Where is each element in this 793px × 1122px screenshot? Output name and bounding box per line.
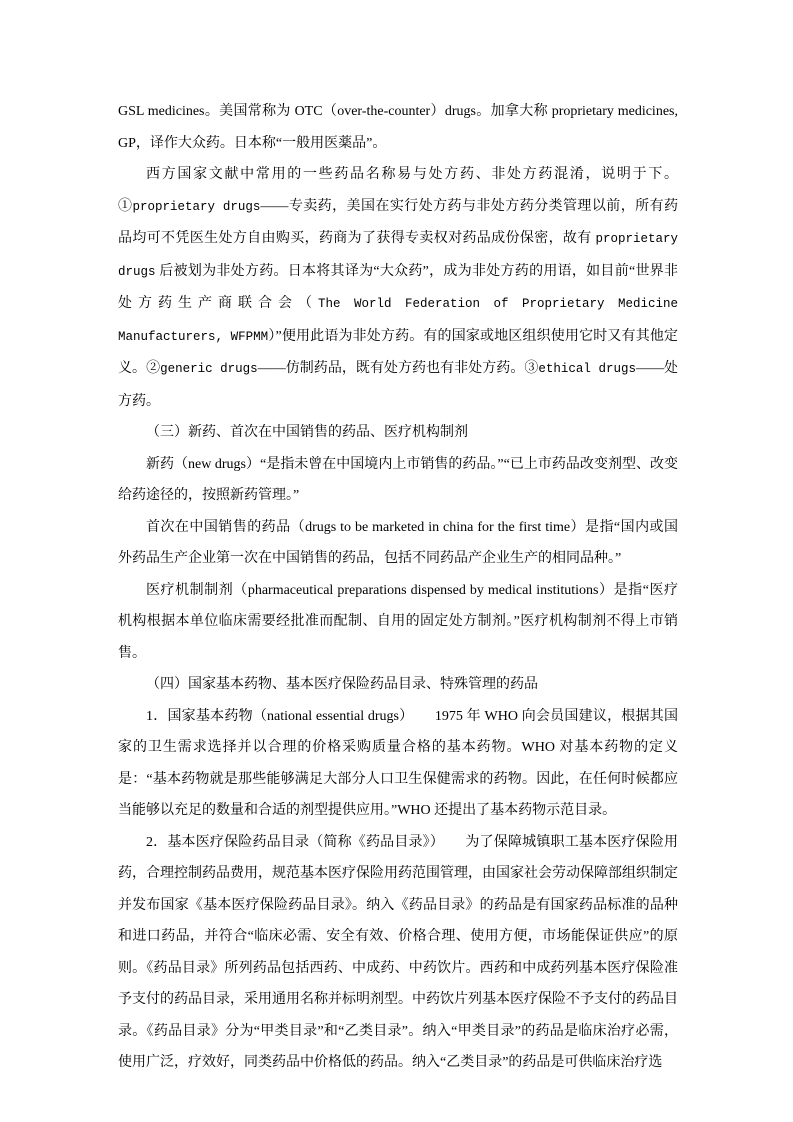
document-body xyxy=(118,96,678,1079)
paragraph xyxy=(118,575,678,670)
text-run: 首次在中国销售的药品（drugs to be marketed in china for the first time）是指“国内或国外药品生产企业第一次在中国销售的药品，包括不同药品产企业生产的相同品种。” xyxy=(118,519,678,566)
latin-mono-run: proprietary drugs xyxy=(132,199,261,214)
text-run: ——处方药。 xyxy=(118,361,679,409)
paragraph xyxy=(118,449,678,512)
latin-mono-run: ethical drugs xyxy=(538,362,636,376)
latin-mono-run: The World Federation of Proprietary Medicine Manufacturers, WFPMM xyxy=(118,297,679,344)
latin-mono-run: proprietary drugs xyxy=(118,232,678,279)
paragraph xyxy=(118,701,678,827)
paragraph xyxy=(118,159,678,417)
text-run: 1．国家基本药物（national essential drugs） 1975 年 WHO 向会员国建议，根据其国家的卫生需求选择并以合理的价格采购质量合格的基本药物。WHO 对基本药物的定义是：“基本药物就是那些能够满足大部分人口卫生保健需求的药物。因此，在任何时候都应当能够以充足的数量和合适的剂型提供应用。”WHO 还提出了基本药物示范目录。 xyxy=(118,708,678,818)
paragraph xyxy=(118,512,678,575)
text-run: ）”便用此语为非处方药。有的国家或地区组织使用它时又有其他定义。② xyxy=(118,328,678,376)
text-run: （四）国家基本药物、基本医疗保险药品目录、特殊管理的药品 xyxy=(146,677,538,692)
text-run: ——专卖药，美国在实行处方药与非处方药分类管理以前，所有药品均可不凭医生处方自由购买，药商为了获得专卖权对药品成份保密，故有 xyxy=(118,198,678,246)
text-run: 后被划为非处方药。日本将其译为“大众药”，成为非处方药的用语，如目前“世界非处方药生产商联合会（ xyxy=(118,263,678,311)
paragraph xyxy=(118,417,678,449)
paragraph xyxy=(118,96,678,159)
text-run: （三）新药、首次在中国销售的药品、医疗机构制剂 xyxy=(146,425,468,440)
paragraph xyxy=(118,827,678,1079)
text-run: 医疗机制制剂（pharmaceutical preparations dispensed by medical institutions）是指“医疗机构根据本单位临床需要经批准而配制、自用的固定处方制剂。”医疗机构制剂不得上市销售。 xyxy=(118,582,678,661)
text-run: 西方国家文献中常用的一些药品名称易与处方药、非处方药混淆，说明于下。① xyxy=(118,167,678,214)
text-run: 新药（new drugs）“是指未曾在中国境内上市销售的药品。”“已上市药品改变剂型、改变给药途径的，按照新药管理。” xyxy=(118,456,678,503)
paragraph xyxy=(118,669,678,701)
latin-mono-run: generic drugs xyxy=(160,362,258,376)
text-run: 2．基本医疗保险药品目录（简称《药品目录》） 为了保障城镇职工基本医疗保险用药，合理控制药品费用，规范基本医疗保险用药范围管理，由国家社会劳动保障部组织制定并发布国家《基本医疗保险药品目录》。纳入《药品目录》的药品是有国家药品标准的品种和进口药品，并符合“临床必需、安全有效、价格合理、使用方便，市场能保证供应”的原则。《药品目录》所列药品包括西药、中成药、中药饮片。西药和中成药列基本医疗保险准予支付的药品目录，采用通用名称并标明剂型。中药饮片列基本医疗保险不予支付的药品目录。《药品目录》分为“甲类目录”和“乙类目录”。纳入“甲类目录”的药品是临床治疗必需，使用广泛，疗效好，同类药品中价格低的药品。纳入“乙类目录”的药品是可供临床治疗选 xyxy=(118,834,678,1070)
text-run: ——仿制药品，既有处方药也有非处方药。③ xyxy=(257,361,539,376)
text-run: GSL medicines。美国常称为 OTC（over-the-counter）drugs。加拿大称 proprietary medicines, GP，译作大众药。日本称“一般用医薬品”。 xyxy=(118,104,678,151)
